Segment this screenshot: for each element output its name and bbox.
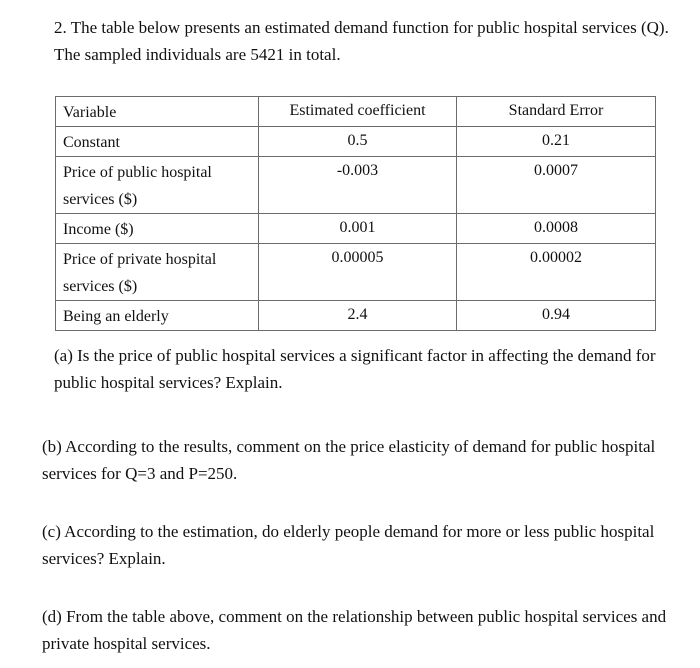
header-std-error: Standard Error xyxy=(457,97,656,127)
cell-variable: Price of public hospital services ($) xyxy=(56,157,259,214)
question-d: (d) From the table above, comment on the relationship between public hospital services and private hospital services. xyxy=(42,607,667,653)
cell-std-error: 0.0008 xyxy=(457,214,656,244)
cell-variable: Constant xyxy=(56,127,259,157)
question-c: (c) According to the estimation, do elderly people demand for more or less public hospital services? Explain. xyxy=(42,522,655,568)
question-b: (b) According to the results, comment on the price elasticity of demand for public hospital services for Q=3 and P=250. xyxy=(42,437,656,483)
cell-coefficient: 2.4 xyxy=(259,301,457,331)
regression-table xyxy=(55,96,656,331)
cell-coefficient: 0.001 xyxy=(259,214,457,244)
cell-std-error: 0.94 xyxy=(457,301,656,331)
header-coefficient: Estimated coefficient xyxy=(259,97,457,127)
cell-coefficient: -0.003 xyxy=(259,157,457,214)
table-row xyxy=(56,127,656,157)
question-a: (a) Is the price of public hospital services a significant factor in affecting the demand for public hospital services? Explain. xyxy=(54,346,656,392)
cell-std-error: 0.00002 xyxy=(457,244,656,301)
table-row xyxy=(56,157,656,214)
table-row xyxy=(56,301,656,331)
cell-std-error: 0.21 xyxy=(457,127,656,157)
table-header-row xyxy=(56,97,656,127)
table-row xyxy=(56,244,656,301)
cell-variable: Price of private hospital services ($) xyxy=(56,244,259,301)
table-row xyxy=(56,214,656,244)
header-variable: Variable xyxy=(56,97,259,127)
cell-std-error: 0.0007 xyxy=(457,157,656,214)
cell-variable: Being an elderly xyxy=(56,301,259,331)
cell-coefficient: 0.00005 xyxy=(259,244,457,301)
cell-variable: Income ($) xyxy=(56,214,259,244)
cell-coefficient: 0.5 xyxy=(259,127,457,157)
question-intro: 2. The table below presents an estimated demand function for public hospital services (Q). The sampled individuals are 5421 in total. xyxy=(54,18,669,64)
